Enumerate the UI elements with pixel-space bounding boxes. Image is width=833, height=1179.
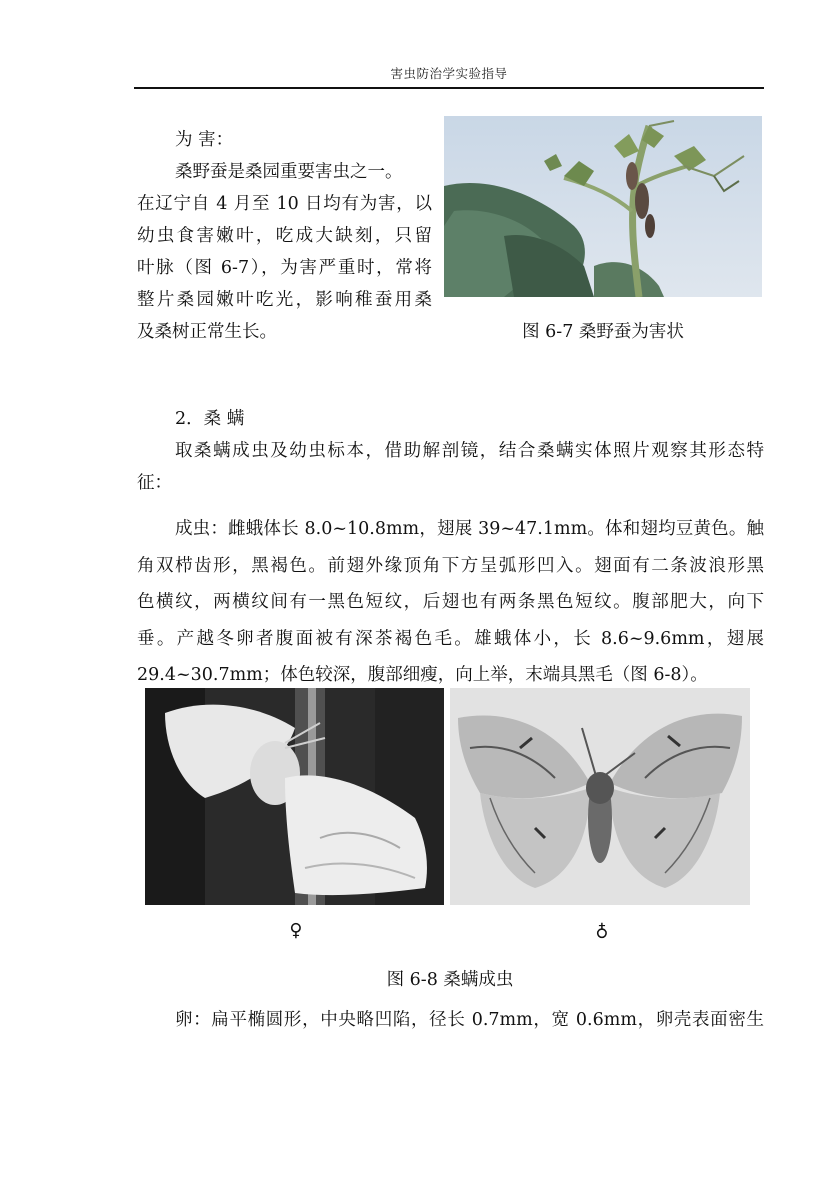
section-2-heading: 2．桑 螨 (175, 409, 245, 429)
figure-6-7-caption: 图 6-7 桑野蚕为害状 (522, 322, 684, 342)
figure-6-7-photo (444, 116, 762, 297)
egg-description (137, 1004, 764, 1036)
egg-line: 卵：扁平椭圆形，中央略凹陷，径长 0.7mm，宽 0.6mm，卵壳表面密生 (175, 1010, 764, 1030)
harm-line: 桑野蚕是桑园重要害虫之一。 (175, 162, 403, 182)
header-rule (134, 87, 764, 89)
harm-line: 及桑树正常生长。 (137, 322, 277, 342)
harm-line: 整片桑园嫩叶吃光，影响稚蚕用桑 (137, 290, 432, 310)
intro-line: 取桑螨成虫及幼虫标本，借助解剖镜，结合桑螨实体照片观察其形态特 (175, 441, 764, 461)
harm-heading: 为 害： (175, 130, 234, 150)
intro-line: 征： (137, 473, 172, 493)
figure-6-8-male-photo (450, 688, 750, 905)
figure-6-8-caption: 图 6-8 桑螨成虫 (386, 970, 514, 990)
adult-line: 垂。产越冬卵者腹面被有深茶褐色毛。雄蛾体小，长 8.6~9.6mm，翅展 (137, 628, 764, 649)
adult-description (137, 511, 764, 694)
figure-6-8-female-photo (145, 688, 444, 905)
harm-section (137, 124, 432, 348)
harm-line: 幼虫食害嫩叶，吃成大缺刻，只留 (137, 226, 432, 246)
male-symbol: ♁ (595, 920, 609, 941)
adult-line: 角双栉齿形，黑褐色。前翅外缘顶角下方呈弧形凹入。翅面有二条波浪形黑 (137, 555, 764, 576)
running-header: 害虫防治学实验指导 (390, 66, 508, 81)
harm-line: 在辽宁自 4 月至 10 日均有为害，以 (137, 194, 432, 214)
adult-line: 29.4~30.7mm；体色较深，腹部细瘦，向上举，末端具黑毛（图 6-8）。 (137, 665, 708, 685)
harm-line: 叶脉（图 6-7），为害严重时，常将 (137, 258, 432, 278)
adult-line: 成虫：雌蛾体长 8.0~10.8mm，翅展 39~47.1mm。体和翅均豆黄色。触 (175, 519, 764, 539)
adult-line: 色横纹，两横纹间有一黑色短纹，后翅也有两条黑色短纹。腹部肥大，向下 (137, 592, 764, 612)
section-2 (137, 403, 764, 499)
female-symbol: ♀ (289, 920, 303, 941)
